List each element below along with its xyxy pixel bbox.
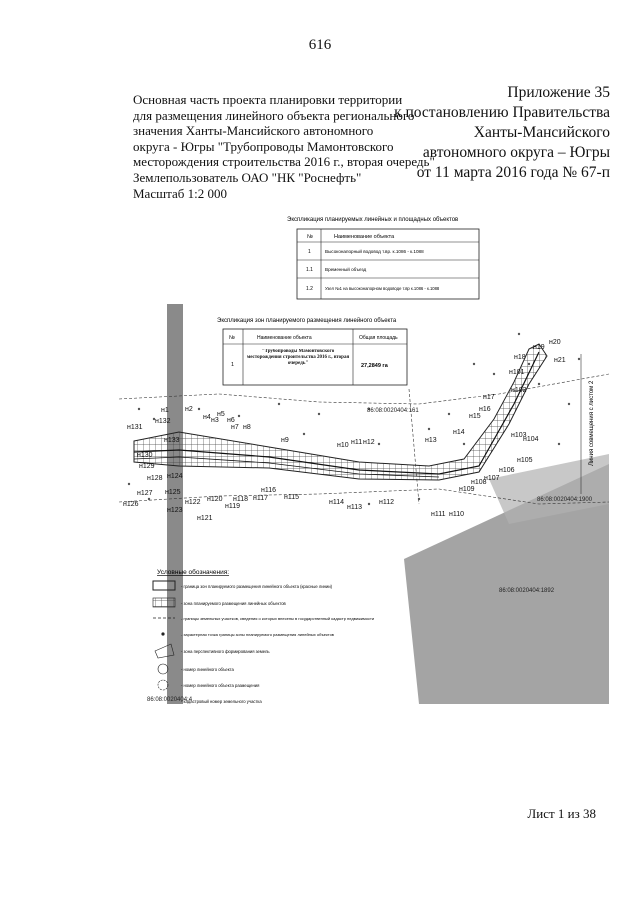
point-label: н132 xyxy=(155,418,171,425)
point-label: н112 xyxy=(379,499,395,506)
point-label: н16 xyxy=(479,406,491,413)
point-label: н115 xyxy=(284,494,300,501)
point-label: н6 xyxy=(227,417,235,424)
point-label: н101 xyxy=(509,369,525,376)
legend-title: Условные обозначения: xyxy=(157,569,230,576)
point-label: н117 xyxy=(253,495,269,502)
desc-line-6: Землепользователь ОАО "НК "Роснефть" xyxy=(133,169,362,185)
table-objects xyxy=(287,216,479,299)
desc-line-1: Основная часть проекта планировки территории xyxy=(133,92,403,107)
appendix-line-4: автономного округа – Югры xyxy=(422,144,610,161)
point-label: н123 xyxy=(167,507,183,514)
point-label: н8 xyxy=(243,424,251,431)
appendix-line-3: Ханты-Мансийского xyxy=(473,124,610,141)
point-label: н113 xyxy=(347,504,363,511)
side-label: Линия совмещения с листом 2 xyxy=(589,380,595,466)
point-label: н124 xyxy=(167,473,183,480)
table1-row2-name: Временный объезд xyxy=(325,267,367,272)
legend-item: - номер линейного объекта xyxy=(181,667,234,672)
point-label: н21 xyxy=(554,357,566,364)
cadastral-label: 86:08:0020404:4 xyxy=(147,697,193,703)
point-label: н107 xyxy=(484,475,500,482)
table1-title: Экспликация планируемых линейных и площадных объектов xyxy=(287,217,459,223)
appendix-line-2: к постановлению Правительства xyxy=(394,104,610,121)
table2-header-num: № xyxy=(229,335,235,341)
point-label: н15 xyxy=(469,413,481,420)
point-label: н133 xyxy=(164,437,180,444)
cadastral-label: 86:08:0020404:1892 xyxy=(499,588,555,594)
point-label: н11 xyxy=(351,439,363,446)
desc-line-2: для размещения линейного объекта регионального xyxy=(133,107,415,123)
legend-item: - номер линейного объекта размещения xyxy=(181,683,260,688)
point-label: н119 xyxy=(225,503,241,510)
point-label: н131 xyxy=(127,424,143,431)
point-label: н7 xyxy=(231,424,239,431)
appendix-line-1: Приложение 35 xyxy=(507,84,610,101)
table2-title: Экспликация зон планируемого размещения линейного объекта xyxy=(217,318,397,324)
point-label: н17 xyxy=(483,394,495,401)
legend-item: - зона планируемого размещения линейных объектов xyxy=(181,601,286,606)
table1-row3-num: 1.2 xyxy=(306,286,313,292)
point-label: н19 xyxy=(533,344,545,351)
table1-row2-num: 1.1 xyxy=(306,267,313,273)
point-label: н109 xyxy=(459,486,475,493)
table1-header-num: № xyxy=(307,234,313,240)
point-label: н126 xyxy=(123,501,139,508)
cadastral-label: 86:08:0020404:1900 xyxy=(537,497,593,503)
point-label: н12 xyxy=(363,439,375,446)
point-label: н120 xyxy=(207,496,223,503)
point-label: н20 xyxy=(549,339,561,346)
table2-row1-num: 1 xyxy=(231,362,235,368)
table-zones xyxy=(217,317,407,385)
point-label: н18 xyxy=(514,354,526,361)
point-label: н10 xyxy=(337,442,349,449)
gray-strip-left xyxy=(167,304,183,704)
point-label: н111 xyxy=(431,511,446,518)
point-label: н104 xyxy=(523,436,539,443)
point-label: н2 xyxy=(185,406,193,413)
point-label: н130 xyxy=(137,452,153,459)
point-label: н4 xyxy=(203,414,211,421)
desc-line-7: Масштаб 1:2 000 xyxy=(133,185,227,201)
sheet-number: Лист 1 из 38 xyxy=(527,806,596,821)
point-label: н125 xyxy=(165,489,181,496)
point-label: н5 xyxy=(217,411,225,418)
point-label: н106 xyxy=(499,467,515,474)
table2-row1-name: "Трубопроводы Мамонтовского месторождения строительства 2016 г., вторая очередь" xyxy=(246,349,350,366)
table1-row3-name: Узел №1 на высоконапорном водоводе т.вр к.1086 - к.1088 xyxy=(325,286,440,291)
point-label: н9 xyxy=(281,437,289,444)
point-label: н129 xyxy=(139,463,155,470)
point-label: н127 xyxy=(137,490,153,497)
desc-line-5: месторождения строительства 2016 г., вторая очередь" xyxy=(133,154,435,170)
legend-item: - границы земельных участков, сведения о которых внесены в государственный кадастр недвижимости xyxy=(181,616,375,621)
desc-line-4: округа - Югры "Трубопроводы Мамонтовского xyxy=(133,138,394,154)
project-description xyxy=(133,92,435,201)
table2-header-area: Общая площадь xyxy=(359,335,398,341)
legend-item: - граница зон планируемого размещения линейного объекта (красные линии) xyxy=(181,584,333,589)
point-label: н13 xyxy=(425,437,437,444)
table1-row1-name: Высоконапорный водовод т.вр. к.1086 - к.1088 xyxy=(325,249,424,254)
point-label: н105 xyxy=(517,457,533,464)
point-label: н121 xyxy=(197,515,213,522)
table2-row1-area: 27,2849 га xyxy=(361,363,388,369)
legend-item: - характерная точка границы зоны планируемого размещения линейных объектов xyxy=(181,632,334,637)
point-label: н118 xyxy=(233,496,249,503)
point-label: н110 xyxy=(449,511,465,518)
table2-header-name: Наименование объекта xyxy=(257,335,312,341)
point-label: н3 xyxy=(211,417,219,424)
point-label: н122 xyxy=(185,499,201,506)
point-label: н102 xyxy=(511,387,527,394)
legend-item: - кадастровый номер земельного участка xyxy=(181,699,262,704)
cadastral-label: 86:08:0020404:161 xyxy=(367,408,419,414)
point-label: н128 xyxy=(147,475,163,482)
page-number: 616 xyxy=(308,37,332,53)
legend xyxy=(153,568,374,704)
planning-map xyxy=(119,204,609,704)
point-label: н108 xyxy=(471,479,487,486)
legend-item: - зона перспективного формирования земель xyxy=(181,649,270,654)
point-label: н1 xyxy=(161,407,169,414)
table1-row1-num: 1 xyxy=(308,249,311,255)
point-label: н116 xyxy=(261,487,277,494)
appendix-line-5: от 11 марта 2016 года № 67-п xyxy=(416,164,610,181)
point-label: н103 xyxy=(511,432,527,439)
point-label: н14 xyxy=(453,429,465,436)
table1-header-name: Наименование объекта xyxy=(334,234,395,240)
desc-line-3: значения Ханты-Мансийского автономного xyxy=(133,123,374,139)
point-label: н114 xyxy=(329,499,345,506)
